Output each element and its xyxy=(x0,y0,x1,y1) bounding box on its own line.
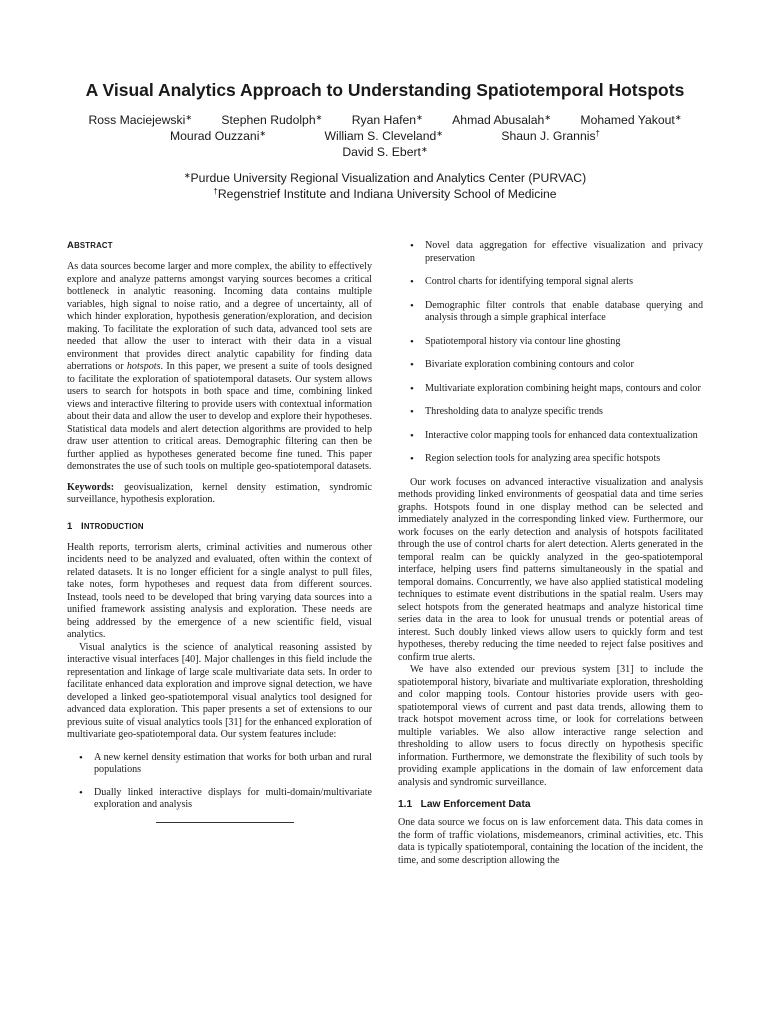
author: William S. Cleveland∗ xyxy=(324,129,443,143)
author: Ahmad Abusalah∗ xyxy=(452,113,552,127)
intro-paragraph: Visual analytics is the science of analytical reasoning assisted by interactive visual interfaces [40]. Major challenges in this field include the representation and linkage of large scale multivariate data sets. In order to facilitate enhanced data exploration and improve signal detection, we have developed a linked geo-spatiotemporal visual analytics tool designed for advanced data exploration. This paper presents a set of extensions to our previous suite of visual analytics tools [31] for the enhanced exploration of multivariate geo-spatiotemporal data. Our system features include: xyxy=(67,641,372,740)
footnote-rule xyxy=(156,822,294,823)
affiliations xyxy=(50,170,720,202)
list-item: • Thresholding data to analyze specific trends xyxy=(425,406,703,419)
keywords: Keywords: geovisualization, kernel density estimation, syndromic surveillance, hypothesis exploration. xyxy=(67,481,372,505)
author: Shaun J. Grannis† xyxy=(501,129,600,143)
author: Stephen Rudolph∗ xyxy=(221,113,323,127)
list-item: • Dually linked interactive displays for multi-domain/multivariate exploration and analysis xyxy=(94,787,372,812)
author: Ryan Hafen∗ xyxy=(351,113,423,127)
author-list xyxy=(50,112,720,160)
body-paragraph: We have also extended our previous system [31] to include the spatiotemporal history, bivariate and multivariate exploration, thresholding and color mapping tools. Contour histories provide users with geo-spatiotemporal views of current and past data trends, allowing them to track hotspot movement across time, or look for correlations between multiple variables. We also allow interactive range selection and thresholding to allow users to focus directly on hypothesis specific information. Furthermore, we demonstrate the flexibility of such tools by providing example applications in the domain of law enforcement data analysis and syndromic surveillance. xyxy=(398,664,703,788)
author: Mohamed Yakout∗ xyxy=(580,113,682,127)
right-column xyxy=(398,240,703,867)
list-item: • Interactive color mapping tools for enhanced data contextualization xyxy=(425,430,703,443)
abstract-text: As data sources become larger and more complex, the ability to effectively explore and analyze patterns amongst varying sources becomes a critical bottleneck in analytic reasoning. Incoming data contains multiple variables, high signal to noise ratio, and a degree of uncertainty, all of which hinder exploration, hypothesis generation/exploration, and decision making. To facilitate the exploration of such data, advanced tool sets are needed that allow the user to interact with their data in a visual environment that provides direct analytic capability for finding data aberrations or hotspots. In this paper, we present a suite of tools designed to facilitate the exploration of spatiotemporal datasets. Our system allows users to search for hotspots in both space and time, combining linked views and interactive filtering to provide users with contextual information about their data and allow the user to develop and explore their hypotheses. Statistical data models and alert detection algorithms are provided to help draw user attention to critical areas. Demographic filtering can then be further applied as hypotheses generated become fine tuned. This paper demonstrates the use of such tools on multiple geo-spatiotemporal datasets. xyxy=(67,261,372,472)
subsection-heading: 1.1 Law Enforcement Data xyxy=(398,799,531,810)
author: David S. Ebert∗ xyxy=(342,145,428,159)
list-item: • Novel data aggregation for effective visualization and privacy preservation xyxy=(425,240,703,265)
author-row xyxy=(50,112,720,128)
author: Mourad Ouzzani∗ xyxy=(170,129,267,143)
body-paragraph: Our work focuses on advanced interactive visualization and analysis methods providing linked environments of geospatial data and time series graphs. Hotspots found in one display method can be selected and immediately analyzed in the corresponding linked view. Furthermore, our work focuses on the early detection and analysis of hotspots facilitated through the use of control charts for alert detection. Alerts generated in the temporal realm can be quickly analyzed in the geo-spatiotemporal interface, helping users find patterns simultaneously in the spatial and temporal domains. Concurrently, we have also applied statistical modeling techniques to estimate event distributions in the spatial realm. Users may select hotspots from the generated heatmaps and analyze historical time series data in the area to look for unusual trends or potential areas of interest. Such doubly linked views allow users to quickly form and test hypotheses, thereby reducing the time needed to reject false positives and confirm true alerts. xyxy=(398,476,703,663)
list-item: • Control charts for identifying temporal signal alerts xyxy=(425,276,703,289)
author: Ross Maciejewski∗ xyxy=(88,113,193,127)
list-item: • A new kernel density estimation that works for both urban and rural populations xyxy=(94,752,372,777)
intro-paragraph: Health reports, terrorism alerts, criminal activities and numerous other incidents need to be analyzed and evaluated, often within the context of related datasets. It is no longer efficient for a single analyst to pull files, take notes, form hypotheses and request data from different sources. Instead, tools need to be developed that bring varying data sources into a unified framework assisting analysis and exploration. These needs are being addressed by the emergence of a new scientific field, visual analytics. xyxy=(67,541,372,640)
paper-title: A Visual Analytics Approach to Understanding Spatiotemporal Hotspots xyxy=(85,80,685,100)
list-item: • Region selection tools for analyzing area specific hotspots xyxy=(425,453,703,466)
list-item: • Spatiotemporal history via contour line ghosting xyxy=(425,336,703,349)
list-item: • Multivariate exploration combining height maps, contours and color xyxy=(425,383,703,396)
body-paragraph: One data source we focus on is law enforcement data. This data comes in the form of traffic violations, misdemeanors, criminal activities, etc. This data is typically spatiotemporal, containing the location of the incident, the time, and some description allowing the xyxy=(398,817,703,866)
affiliation: ∗Purdue University Regional Visualization and Analytics Center (PURVAC) xyxy=(183,171,587,185)
list-item: • Bivariate exploration combining contours and color xyxy=(425,359,703,372)
introduction-heading: 1 INTRODUCTION xyxy=(67,520,144,532)
abstract-heading: ABSTRACT xyxy=(67,240,113,251)
left-column xyxy=(67,240,372,823)
affiliation: †Regenstrief Institute and Indiana University School of Medicine xyxy=(213,187,557,201)
list-item: • Demographic filter controls that enable database querying and analysis through a simple graphical interface xyxy=(425,300,703,325)
abstract-emphasis: hotspots xyxy=(126,361,161,372)
feature-list xyxy=(67,752,372,812)
feature-list-continued xyxy=(398,240,703,466)
author-row xyxy=(50,144,720,160)
author-row xyxy=(50,128,720,144)
